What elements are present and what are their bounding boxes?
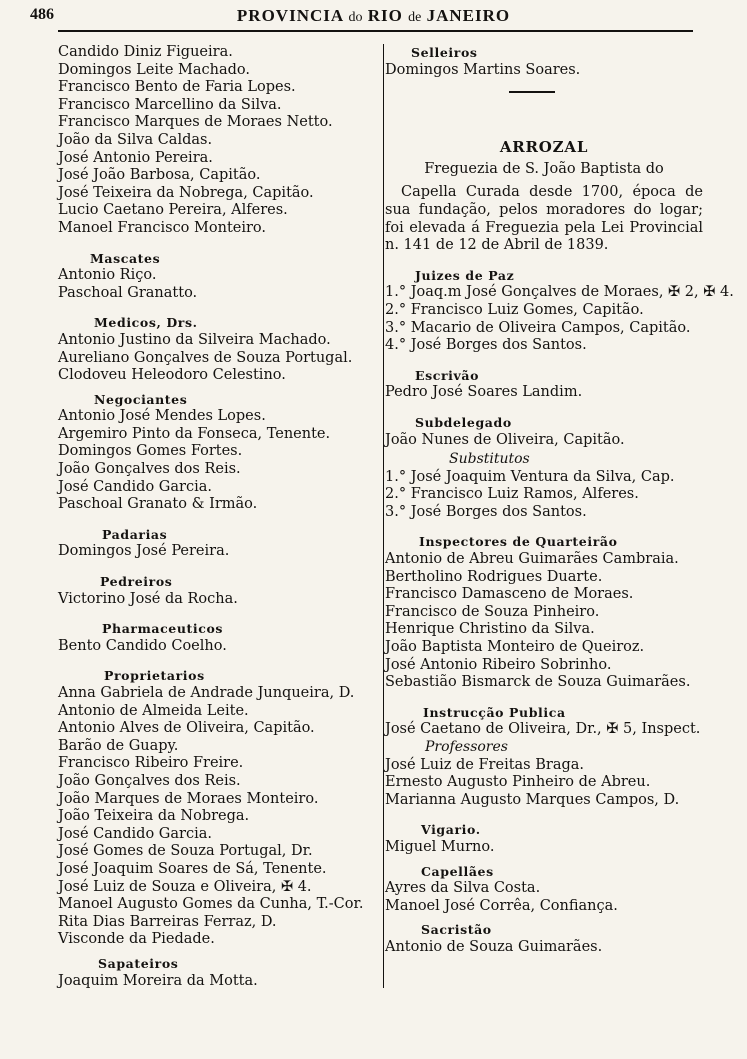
section-heading-substitutos: Substitutos: [449, 451, 530, 468]
list-item: Francisco Ribeiro Freire.: [58, 755, 244, 772]
header-word-do: do: [348, 10, 363, 25]
list-item: Bento Candido Coelho.: [58, 637, 227, 654]
section-heading-vigario: Vigario.: [421, 822, 481, 838]
page-number: 486: [30, 6, 54, 23]
list-item: João Gonçalves dos Reis.: [58, 461, 241, 478]
list-item: José Teixeira da Nobrega, Capitão.: [58, 184, 314, 201]
list-item: Domingos Leite Machado.: [58, 61, 250, 78]
list-item: Sebastião Bismarck de Souza Guimarães.: [385, 674, 691, 691]
list-item: João da Silva Caldas.: [58, 131, 213, 148]
list-item: Manoel Francisco Monteiro.: [58, 219, 266, 236]
list-item: Lucio Caetano Pereira, Alferes.: [58, 202, 288, 219]
list-item: Francisco de Souza Pinheiro.: [385, 603, 600, 620]
list-item: José João Barbosa, Capitão.: [58, 167, 261, 184]
list-item: Pedro José Soares Landim.: [385, 384, 583, 401]
list-item: Francisco Damasceno de Moraes.: [385, 586, 634, 603]
list-item: José Candido Garcia.: [58, 825, 212, 842]
section-heading-instruccao: Instrucção Publica: [423, 704, 566, 720]
section-heading-escrivao: Escrivão: [415, 367, 480, 383]
list-item: Ernesto Augusto Pinheiro de Abreu.: [385, 774, 651, 791]
list-item: Manoel José Corrêa, Confiança.: [385, 897, 618, 914]
list-item: José Candido Garcia.: [58, 478, 212, 495]
header-word-janeiro: JANEIRO: [426, 6, 511, 25]
section-subtitle: Freguezia de S. João Baptista do: [424, 160, 664, 177]
list-item: Antonio Alves de Oliveira, Capitão.: [58, 720, 315, 737]
list-item: Antonio Riço.: [58, 267, 157, 284]
list-item: Ayres da Silva Costa.: [385, 880, 541, 897]
list-item: Antonio de Almeida Leite.: [58, 702, 249, 719]
list-item: Domingos José Pereira.: [58, 543, 230, 560]
list-item: Clodoveu Heleodoro Celestino.: [58, 367, 286, 384]
list-item: 1.° Joaq.m José Gonçalves de Moraes, ✠ 2, ✠ 4.: [385, 284, 734, 301]
list-item: Rita Dias Barreiras Ferraz, D.: [58, 913, 277, 930]
right-column: [385, 44, 734, 957]
list-item: Paschoal Granatto.: [58, 284, 198, 301]
header-word-provincia: PROVINCIA: [236, 6, 344, 25]
header-rule: [58, 30, 693, 32]
list-item: José Antonio Pereira.: [58, 149, 213, 166]
list-item: 1.° José Joaquim Ventura da Silva, Cap.: [385, 468, 675, 485]
list-item: 3.° Macario de Oliveira Campos, Capitão.: [385, 319, 691, 336]
section-heading-selleiros: Selleiros: [411, 45, 478, 60]
list-item: 2.° Francisco Luiz Ramos, Alferes.: [385, 486, 639, 503]
header-word-de: de: [408, 10, 422, 25]
list-item: Bertholino Rodrigues Duarte.: [385, 568, 603, 585]
header-word-rio: RIO: [367, 6, 403, 25]
list-item: 2.° Francisco Luiz Gomes, Capitão.: [385, 301, 644, 318]
section-heading-subdelegado: Subdelegado: [415, 414, 512, 430]
section-heading-professores: Professores: [425, 739, 508, 755]
list-item: Domingos Gomes Fortes.: [58, 443, 243, 460]
list-item: Anna Gabriela de Andrade Junqueira, D.: [58, 685, 355, 701]
section-title-arrozal: ARROZAL: [499, 138, 589, 157]
section-heading-sapateiros: Sapateiros: [98, 955, 179, 971]
list-item: João Nunes de Oliveira, Capitão.: [385, 431, 625, 448]
list-item: Miguel Murno.: [385, 838, 495, 855]
list-item: Victorino José da Rocha.: [58, 590, 238, 607]
list-item: Antonio José Mendes Lopes.: [58, 408, 266, 425]
list-item: José Caetano de Oliveira, Dr., ✠ 5, Inspect.: [385, 721, 701, 738]
list-item: Antonio de Abreu Guimarães Cambraia.: [385, 551, 679, 568]
list-item: Antonio de Souza Guimarães.: [385, 938, 603, 955]
list-item: Francisco Bento de Faria Lopes.: [58, 79, 296, 96]
section-heading-proprietarios: Proprietarios: [104, 668, 205, 684]
list-item: Aureliano Gonçalves de Souza Portugal.: [58, 349, 353, 366]
list-item: José Gomes de Souza Portugal, Dr.: [58, 843, 313, 860]
section-heading-pedreiros: Pedreiros: [100, 574, 173, 590]
list-item: Domingos Martins Soares.: [385, 61, 581, 78]
page-header: [0, 6, 747, 26]
section-heading-capellaes: Capellães: [421, 863, 494, 879]
list-item: Francisco Marcellino da Silva.: [58, 96, 282, 113]
section-heading-medicos: Medicos, Drs.: [94, 315, 198, 331]
list-item: João Baptista Monteiro de Queiroz.: [385, 639, 645, 656]
list-item: Barão de Guapy.: [58, 737, 179, 754]
list-item: João Teixeira da Nobrega.: [58, 808, 250, 825]
list-item: Henrique Christino da Silva.: [385, 621, 595, 638]
section-heading-pharmaceuticos: Pharmaceuticos: [102, 621, 224, 637]
list-item: Francisco Marques de Moraes Netto.: [58, 114, 333, 131]
list-item: Paschoal Granato & Irmão.: [58, 496, 258, 513]
list-item: José Joaquim Soares de Sá, Tenente.: [58, 860, 327, 877]
section-heading-padarias: Padarias: [102, 526, 168, 542]
list-item: Argemiro Pinto da Fonseca, Tenente.: [58, 425, 331, 442]
section-heading-juizes: Juizes de Paz: [415, 267, 515, 283]
list-item: Candido Diniz Figueira.: [58, 44, 233, 60]
list-item: Manoel Augusto Gomes da Cunha, T.-Cor.: [58, 896, 364, 913]
list-item: João Marques de Moraes Monteiro.: [58, 790, 319, 807]
column-divider: [383, 44, 384, 988]
section-description: Capella Curada desde 1700, época de sua fundação, pelos moradores do logar; foi elevada á Freguezia pela Lei Provincial n. 141 de 12 de Abril de 1839.: [385, 184, 703, 254]
section-heading-mascates: Mascates: [90, 250, 161, 266]
list-item: Antonio Justino da Silveira Machado.: [58, 331, 331, 348]
section-heading-inspectores: Inspectores de Quarteirão: [419, 534, 618, 550]
list-item: Visconde da Piedade.: [58, 931, 215, 948]
left-column: [58, 44, 380, 990]
section-heading-negociantes: Negociantes: [94, 391, 188, 407]
list-item: José Antonio Ribeiro Sobrinho.: [385, 656, 612, 673]
list-item: Joaquim Moreira da Motta.: [58, 972, 258, 989]
list-item: José Luiz de Souza e Oliveira, ✠ 4.: [58, 878, 312, 895]
list-item: Marianna Augusto Marques Campos, D.: [385, 791, 680, 808]
section-heading-sacristao: Sacristão: [421, 922, 492, 938]
list-item: 4.° José Borges dos Santos.: [385, 337, 587, 354]
list-item: João Gonçalves dos Reis.: [58, 772, 241, 789]
list-item: 3.° José Borges dos Santos.: [385, 503, 587, 520]
list-item: José Luiz de Freitas Braga.: [385, 756, 584, 773]
